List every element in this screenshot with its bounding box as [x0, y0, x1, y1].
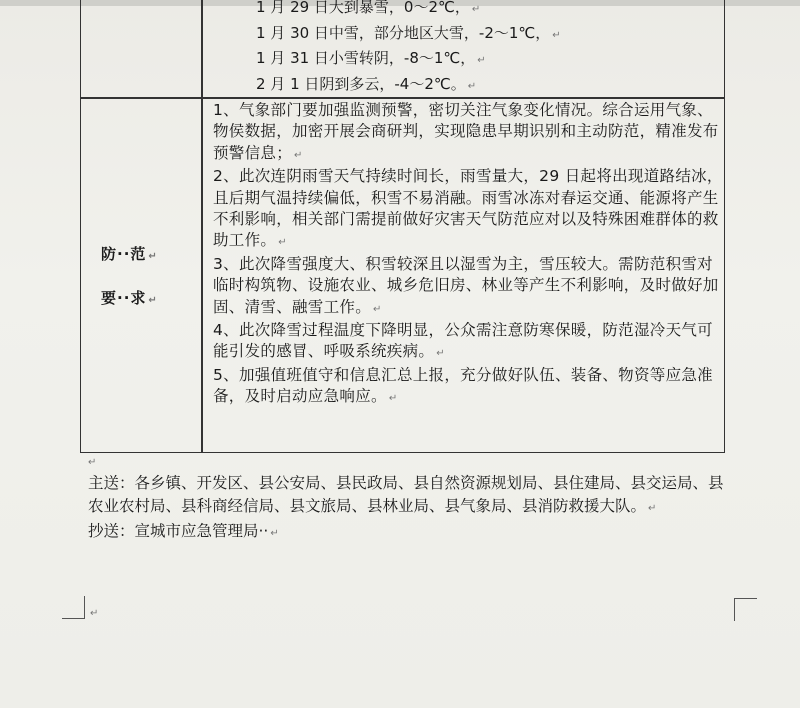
weather-line: 2 月 1 日阴到多云，-4～2℃。 ↵	[256, 74, 477, 93]
return-mark: ↵	[373, 303, 382, 315]
return-mark: ↵	[148, 295, 158, 306]
return-mark: ↵	[467, 80, 477, 92]
requirement-item: 1、气象部门要加强监测预警，密切关注气象变化情况。综合运用气象、物侯数据，加密开展会商研判，实现隐患早期识别和主动防范，精准发布预警信息； ↵	[213, 101, 719, 162]
prevention-requirements-cell	[213, 100, 723, 410]
table-column-divider	[201, 0, 203, 452]
crop-mark-left	[62, 596, 85, 619]
return-mark: ↵	[88, 457, 97, 468]
return-mark: ↵	[471, 4, 481, 15]
return-mark: ↵	[388, 393, 398, 405]
distribution-footer	[88, 472, 738, 545]
return-mark: ↵	[294, 149, 303, 161]
warning-table	[80, 0, 725, 453]
return-mark: ↵	[648, 503, 657, 514]
row-label-line2: 要··求 ↵	[101, 289, 158, 307]
weather-forecast-cell	[256, 0, 561, 98]
return-mark: ↵	[477, 55, 486, 66]
return-mark: ↵	[278, 237, 287, 249]
return-mark: ↵	[148, 251, 158, 262]
return-mark: ↵	[436, 348, 445, 360]
cc-send-text: 抄送：宣城市应急管理局·· ↵	[88, 522, 279, 540]
return-mark: ↵	[90, 608, 99, 619]
weather-line: 1 月 31 日小雪转阴，-8～1℃， ↵	[256, 49, 486, 67]
requirement-item: 5、加强值班值守和信息汇总上报，充分做好队伍、装备、物资等应急准备，及时启动应急响应。 ↵	[213, 365, 713, 406]
requirement-item: 2、此次连阴雨雪天气持续时间长，雨雪量大，29 日起将出现道路结冰，且后期气温持续偏低，积雪不易消融。雨雪冰冻对春运交通、能源将产生不利影响，相关部门需提前做好灾害天气防范应对以及特殊困难群体的救助工作。 ↵	[213, 167, 723, 250]
weather-line: 1 月 30 日中雪，部分地区大雪，-2～1℃， ↵	[256, 23, 561, 42]
return-mark: ↵	[270, 528, 279, 539]
requirement-item: 4、此次降雪过程温度下降明显，公众需注意防寒保暖，防范湿冷天气可能引发的感冒、呼吸系统疾病。 ↵	[213, 321, 713, 361]
weather-line: 1 月 29 日大到暴雪，0～2℃， ↵	[256, 0, 481, 16]
return-mark: ↵	[552, 29, 561, 41]
crop-mark-right	[734, 598, 757, 621]
requirement-item: 3、此次降雪强度大、积雪较深且以湿雪为主，雪压较大。需防范积雪对临时构筑物、设施农业、城乡危旧房、林业等产生不利影响，及时做好加固、清雪、融雪工作。 ↵	[213, 254, 719, 316]
row-label-line1: 防··范 ↵	[101, 245, 158, 263]
main-send-text: 主送：各乡镇、开发区、县公安局、县民政局、县自然资源规划局、县住建局、县交运局、县农业农村局、县科商经信局、县文旅局、县林业局、县气象局、县消防救援大队。 ↵	[88, 474, 724, 515]
